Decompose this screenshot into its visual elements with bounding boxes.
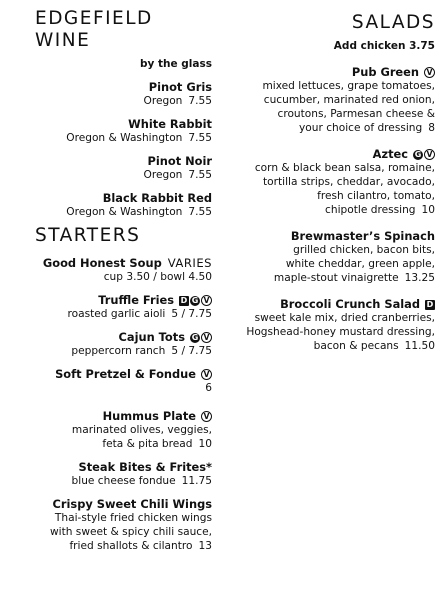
starter-item-soup bbox=[0, 256, 212, 284]
vegetarian-icon: V bbox=[424, 67, 435, 78]
starters-title: STARTERS bbox=[35, 225, 141, 246]
hummus-desc-line: feta & pita bread bbox=[102, 438, 193, 450]
wine-origin: Oregon & Washington bbox=[66, 132, 183, 144]
truffle-fries-price: 5 / 7.75 bbox=[171, 308, 212, 320]
hummus-price: 10 bbox=[198, 438, 212, 450]
brewmaster-name: Brewmaster’s Spinach bbox=[290, 229, 435, 243]
broccoli-desc-line: Hogshead-honey mustard dressing, bbox=[246, 326, 435, 338]
dairy-icon: D bbox=[426, 300, 434, 309]
gluten-free-icon: G bbox=[414, 150, 422, 159]
pretzel-name: Soft Pretzel & Fondue bbox=[55, 367, 196, 381]
gluten-free-icon: G bbox=[191, 333, 199, 342]
brewmaster-desc-line: maple-stout vinaigrette bbox=[273, 272, 399, 284]
aztec-desc-line: chipotle dressing bbox=[325, 204, 416, 216]
broccoli-desc-line: sweet kale mix, dried cranberries, bbox=[254, 312, 435, 324]
vegetarian-icon: V bbox=[424, 149, 435, 160]
brewmaster-desc-line: grilled chicken, bacon bits, bbox=[293, 244, 435, 256]
broccoli-name: Broccoli Crunch Salad bbox=[280, 297, 420, 311]
hummus-desc-line: marinated olives, veggies, bbox=[71, 424, 212, 436]
starter-item-truffle-fries bbox=[0, 293, 212, 321]
wine-name: Pinot Gris bbox=[148, 80, 212, 94]
salad-item-aztec bbox=[230, 147, 435, 217]
salad-item-broccoli bbox=[230, 297, 435, 353]
pub-green-desc-line: mixed lettuces, grape tomatoes, bbox=[262, 80, 435, 92]
pub-green-price: 8 bbox=[428, 122, 435, 134]
aztec-price: 10 bbox=[421, 204, 435, 216]
wine-origin: Oregon bbox=[143, 95, 183, 107]
wine-name: Pinot Noir bbox=[147, 154, 212, 168]
wine-item bbox=[0, 117, 212, 145]
wine-origin: Oregon & Washington bbox=[66, 206, 183, 218]
left-column bbox=[0, 0, 212, 553]
gluten-free-icon: G bbox=[191, 296, 199, 305]
brewmaster-desc-line: white cheddar, green apple, bbox=[285, 258, 435, 270]
wine-price: 7.55 bbox=[188, 206, 212, 218]
wine-price: 7.55 bbox=[188, 132, 212, 144]
steak-name: Steak Bites & Frites* bbox=[78, 460, 212, 474]
cajun-tots-desc: peppercorn ranch bbox=[71, 345, 166, 357]
brewmaster-price: 13.25 bbox=[404, 272, 435, 284]
soup-desc: cup 3.50 / bowl 4.50 bbox=[103, 271, 212, 283]
pub-green-name: Pub Green bbox=[351, 65, 419, 79]
cajun-tots-price: 5 / 7.75 bbox=[171, 345, 212, 357]
starter-item-steak bbox=[0, 460, 212, 488]
wine-price: 7.55 bbox=[188, 169, 212, 181]
soup-name: Good Honest Soup bbox=[42, 256, 162, 270]
pub-green-desc-line: your choice of dressing bbox=[299, 122, 423, 134]
salad-item-brewmaster bbox=[230, 229, 435, 285]
pub-green-desc-line: cucumber, marinated red onion, bbox=[263, 94, 435, 106]
salads-subtitle: Add chicken 3.75 bbox=[333, 40, 435, 52]
hummus-name: Hummus Plate bbox=[102, 409, 196, 423]
vegetarian-icon: V bbox=[201, 295, 212, 306]
wine-name: Black Rabbit Red bbox=[102, 191, 212, 205]
pub-green-desc-line: croutons, Parmesan cheese & bbox=[277, 108, 435, 120]
pretzel-price: 6 bbox=[205, 382, 212, 394]
aztec-desc-line: fresh cilantro, tomato, bbox=[317, 190, 435, 202]
wings-desc-line: fried shallots & cilantro bbox=[69, 540, 193, 552]
aztec-desc-line: corn & black bean salsa, romaine, bbox=[254, 162, 435, 174]
broccoli-price: 11.50 bbox=[404, 340, 435, 352]
truffle-fries-name: Truffle Fries bbox=[98, 293, 174, 307]
salads-title: SALADS bbox=[351, 12, 435, 33]
soup-note: VARIES bbox=[167, 256, 212, 270]
salad-item-pub-green bbox=[230, 65, 435, 135]
starter-item-cajun-tots bbox=[0, 330, 212, 358]
wine-subtitle: by the glass bbox=[140, 58, 212, 70]
broccoli-desc-line: bacon & pecans bbox=[313, 340, 399, 352]
wine-item bbox=[0, 80, 212, 108]
starter-item-hummus bbox=[0, 409, 212, 451]
steak-price: 11.75 bbox=[181, 475, 212, 487]
wine-price: 7.55 bbox=[188, 95, 212, 107]
right-column bbox=[230, 0, 435, 353]
wings-name: Crispy Sweet Chili Wings bbox=[52, 497, 212, 511]
wine-title: EDGEFIELD WINE bbox=[35, 8, 153, 51]
wings-desc-line: Thai-style fried chicken wings bbox=[54, 512, 212, 524]
truffle-fries-desc: roasted garlic aioli bbox=[67, 308, 166, 320]
wings-desc-line: with sweet & spicy chili sauce, bbox=[49, 526, 212, 538]
wings-price: 13 bbox=[198, 540, 212, 552]
vegetarian-icon: V bbox=[201, 369, 212, 380]
wine-item bbox=[0, 154, 212, 182]
vegetarian-icon: V bbox=[201, 411, 212, 422]
wine-name: White Rabbit bbox=[128, 117, 212, 131]
aztec-desc-line: tortilla strips, cheddar, avocado, bbox=[262, 176, 435, 188]
wine-origin: Oregon bbox=[143, 169, 183, 181]
starter-item-pretzel bbox=[0, 367, 212, 395]
steak-desc: blue cheese fondue bbox=[71, 475, 176, 487]
vegetarian-icon: V bbox=[201, 332, 212, 343]
wine-item bbox=[0, 191, 212, 219]
aztec-name: Aztec bbox=[372, 147, 408, 161]
dairy-icon: D bbox=[180, 296, 188, 305]
starter-item-wings bbox=[0, 497, 212, 553]
cajun-tots-name: Cajun Tots bbox=[118, 330, 185, 344]
